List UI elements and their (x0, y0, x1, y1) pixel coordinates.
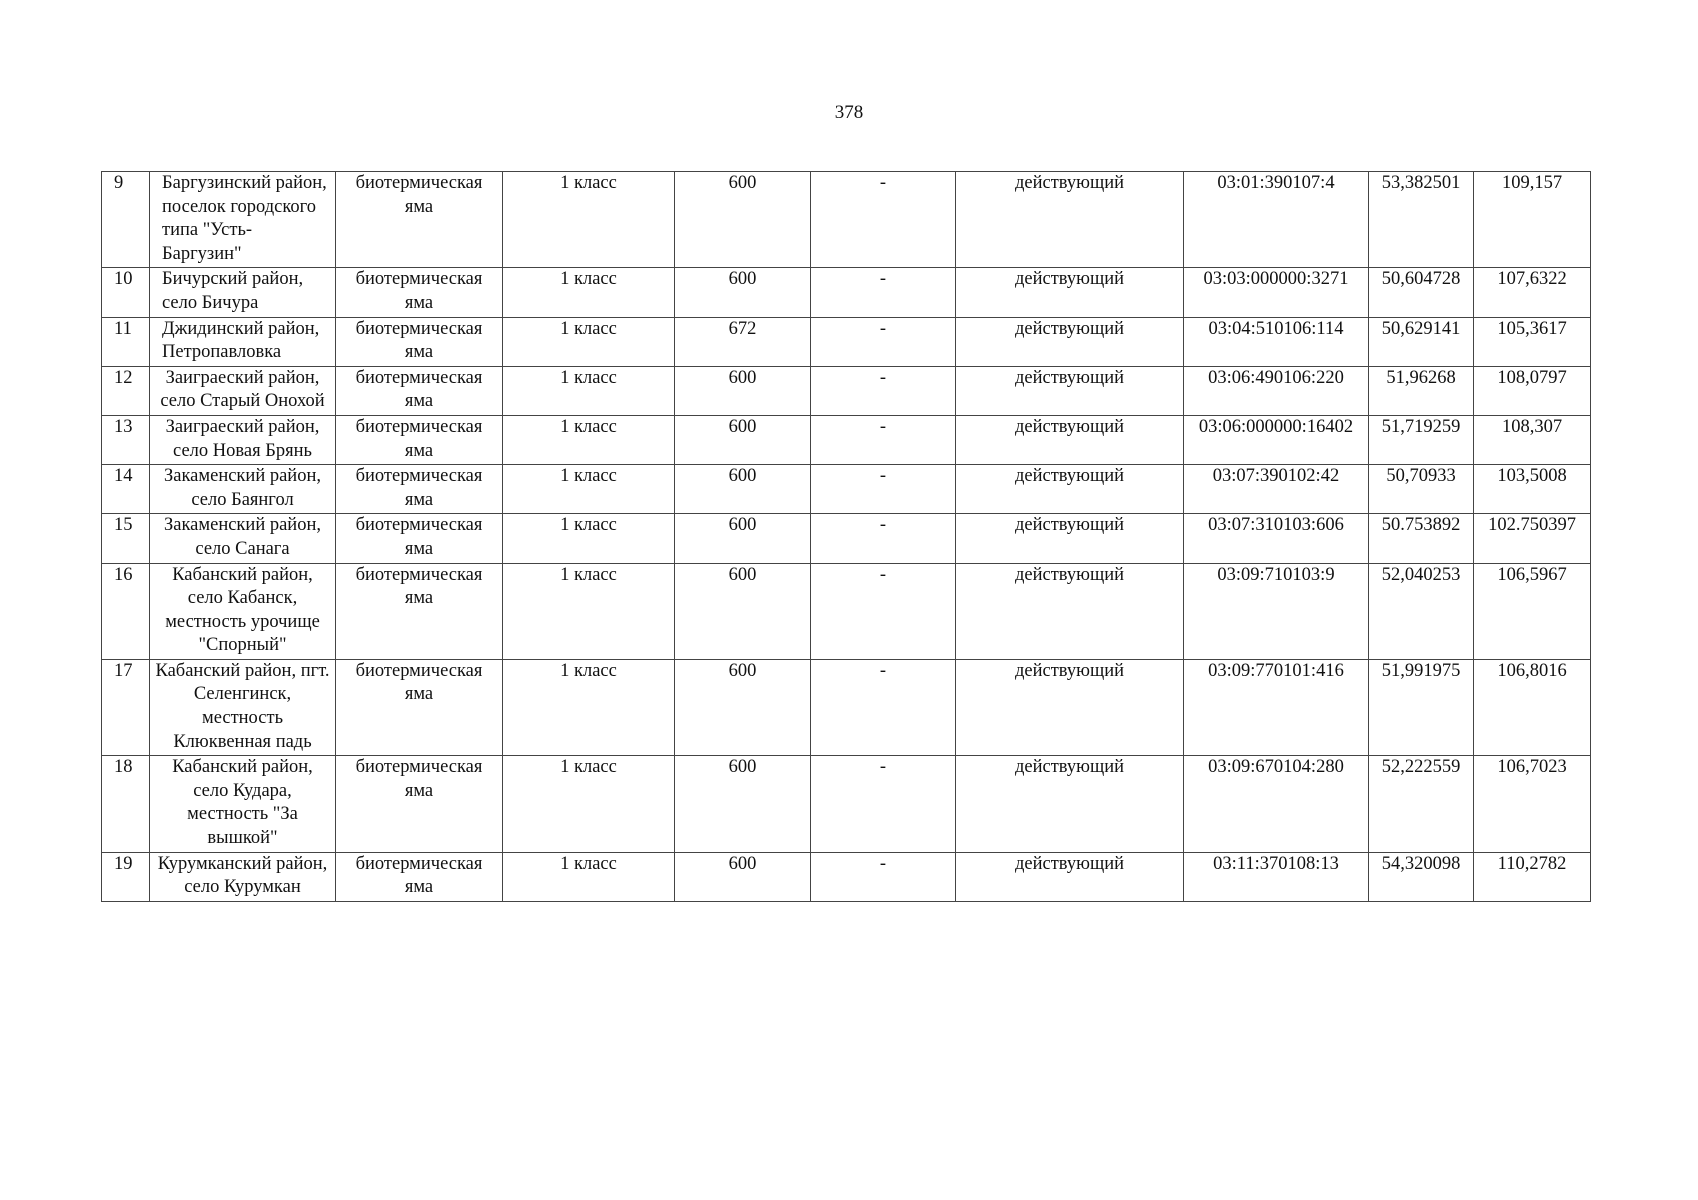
longitude-cell: 103,5008 (1474, 465, 1591, 514)
cadastral-number-cell: 03:03:000000:3271 (1184, 268, 1369, 317)
value-cell: 600 (675, 172, 811, 268)
row-number-cell: 9 (102, 172, 150, 268)
status-cell: действующий (956, 514, 1184, 563)
cadastral-number-cell: 03:06:000000:16402 (1184, 415, 1369, 464)
table-row (102, 465, 1591, 514)
latitude-cell: 50,70933 (1369, 465, 1474, 514)
row-number-cell: 16 (102, 563, 150, 659)
dash-cell: - (811, 852, 956, 901)
status-cell: действующий (956, 563, 1184, 659)
location-cell: Заиграеский район, село Новая Брянь (150, 415, 336, 464)
longitude-cell: 102.750397 (1474, 514, 1591, 563)
facility-type-cell: биотермическая яма (336, 465, 503, 514)
facility-type-cell: биотермическая яма (336, 563, 503, 659)
row-number-cell: 19 (102, 852, 150, 901)
latitude-cell: 52,040253 (1369, 563, 1474, 659)
value-cell: 600 (675, 465, 811, 514)
latitude-cell: 51,719259 (1369, 415, 1474, 464)
dash-cell: - (811, 268, 956, 317)
status-cell: действующий (956, 317, 1184, 366)
row-number-cell: 15 (102, 514, 150, 563)
status-cell: действующий (956, 465, 1184, 514)
longitude-cell: 106,5967 (1474, 563, 1591, 659)
cadastral-number-cell: 03:07:310103:606 (1184, 514, 1369, 563)
dash-cell: - (811, 415, 956, 464)
value-cell: 600 (675, 852, 811, 901)
longitude-cell: 106,7023 (1474, 756, 1591, 852)
facility-type-cell: биотермическая яма (336, 317, 503, 366)
status-cell: действующий (956, 852, 1184, 901)
cadastral-number-cell: 03:09:710103:9 (1184, 563, 1369, 659)
longitude-cell: 108,0797 (1474, 366, 1591, 415)
location-cell: Кабанский район, пгт. Селенгинск, местность Клюквенная падь (150, 659, 336, 755)
dash-cell: - (811, 563, 956, 659)
longitude-cell: 105,3617 (1474, 317, 1591, 366)
value-cell: 600 (675, 756, 811, 852)
table-row (102, 756, 1591, 852)
status-cell: действующий (956, 268, 1184, 317)
location-cell: Кабанский район, село Кабанск, местность урочище "Спорный" (150, 563, 336, 659)
value-cell: 600 (675, 659, 811, 755)
location-cell: Закаменский район, село Баянгол (150, 465, 336, 514)
hazard-class-cell: 1 класс (503, 563, 675, 659)
row-number-cell: 14 (102, 465, 150, 514)
table-row (102, 366, 1591, 415)
row-number-cell: 10 (102, 268, 150, 317)
table-row (102, 563, 1591, 659)
table-row (102, 172, 1591, 268)
dash-cell: - (811, 366, 956, 415)
latitude-cell: 52,222559 (1369, 756, 1474, 852)
dash-cell: - (811, 172, 956, 268)
facility-type-cell: биотермическая яма (336, 415, 503, 464)
value-cell: 600 (675, 514, 811, 563)
dash-cell: - (811, 514, 956, 563)
latitude-cell: 53,382501 (1369, 172, 1474, 268)
status-cell: действующий (956, 756, 1184, 852)
latitude-cell: 50,629141 (1369, 317, 1474, 366)
value-cell: 600 (675, 366, 811, 415)
facility-type-cell: биотермическая яма (336, 756, 503, 852)
cadastral-number-cell: 03:09:670104:280 (1184, 756, 1369, 852)
status-cell: действующий (956, 415, 1184, 464)
hazard-class-cell: 1 класс (503, 659, 675, 755)
dash-cell: - (811, 317, 956, 366)
latitude-cell: 51,96268 (1369, 366, 1474, 415)
longitude-cell: 109,157 (1474, 172, 1591, 268)
facility-type-cell: биотермическая яма (336, 659, 503, 755)
hazard-class-cell: 1 класс (503, 756, 675, 852)
cadastral-number-cell: 03:09:770101:416 (1184, 659, 1369, 755)
page-number: 378 (834, 102, 864, 123)
location-cell: Закаменский район, село Санага (150, 514, 336, 563)
dash-cell: - (811, 756, 956, 852)
cadastral-number-cell: 03:11:370108:13 (1184, 852, 1369, 901)
location-cell: Бичурский район, село Бичура (150, 268, 336, 317)
status-cell: действующий (956, 366, 1184, 415)
cadastral-number-cell: 03:01:390107:4 (1184, 172, 1369, 268)
value-cell: 600 (675, 563, 811, 659)
row-number-cell: 13 (102, 415, 150, 464)
registry-table-body (102, 172, 1591, 902)
cadastral-number-cell: 03:07:390102:42 (1184, 465, 1369, 514)
cadastral-number-cell: 03:06:490106:220 (1184, 366, 1369, 415)
latitude-cell: 54,320098 (1369, 852, 1474, 901)
row-number-cell: 12 (102, 366, 150, 415)
location-cell: Джидинский район, Петропавловка (150, 317, 336, 366)
facility-type-cell: биотермическая яма (336, 852, 503, 901)
hazard-class-cell: 1 класс (503, 172, 675, 268)
longitude-cell: 106,8016 (1474, 659, 1591, 755)
status-cell: действующий (956, 172, 1184, 268)
hazard-class-cell: 1 класс (503, 465, 675, 514)
hazard-class-cell: 1 класс (503, 415, 675, 464)
hazard-class-cell: 1 класс (503, 268, 675, 317)
longitude-cell: 110,2782 (1474, 852, 1591, 901)
location-cell: Заиграеский район, село Старый Онохой (150, 366, 336, 415)
registry-table (101, 171, 1591, 902)
table-row (102, 514, 1591, 563)
row-number-cell: 17 (102, 659, 150, 755)
location-cell: Курумканский район, село Курумкан (150, 852, 336, 901)
table-row (102, 852, 1591, 901)
latitude-cell: 50.753892 (1369, 514, 1474, 563)
facility-type-cell: биотермическая яма (336, 172, 503, 268)
value-cell: 600 (675, 268, 811, 317)
location-cell: Баргузинский район, поселок городского типа "Усть-Баргузин" (150, 172, 336, 268)
cadastral-number-cell: 03:04:510106:114 (1184, 317, 1369, 366)
facility-type-cell: биотермическая яма (336, 366, 503, 415)
row-number-cell: 11 (102, 317, 150, 366)
table-row (102, 268, 1591, 317)
facility-type-cell: биотермическая яма (336, 514, 503, 563)
latitude-cell: 50,604728 (1369, 268, 1474, 317)
hazard-class-cell: 1 класс (503, 514, 675, 563)
table-row (102, 317, 1591, 366)
hazard-class-cell: 1 класс (503, 366, 675, 415)
hazard-class-cell: 1 класс (503, 317, 675, 366)
table-row (102, 415, 1591, 464)
status-cell: действующий (956, 659, 1184, 755)
table-row (102, 659, 1591, 755)
value-cell: 672 (675, 317, 811, 366)
row-number-cell: 18 (102, 756, 150, 852)
dash-cell: - (811, 659, 956, 755)
longitude-cell: 107,6322 (1474, 268, 1591, 317)
location-cell: Кабанский район, село Кудара, местность "За вышкой" (150, 756, 336, 852)
hazard-class-cell: 1 класс (503, 852, 675, 901)
latitude-cell: 51,991975 (1369, 659, 1474, 755)
longitude-cell: 108,307 (1474, 415, 1591, 464)
facility-type-cell: биотермическая яма (336, 268, 503, 317)
dash-cell: - (811, 465, 956, 514)
value-cell: 600 (675, 415, 811, 464)
